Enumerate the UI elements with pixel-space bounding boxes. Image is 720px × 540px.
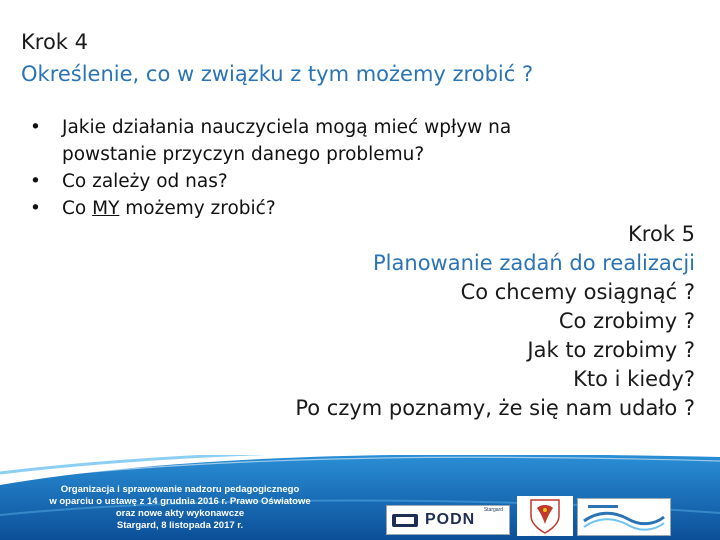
bullet-line-1: Jakie działania nauczyciela mogą mieć wpływ na	[62, 117, 512, 138]
bullet-dot: •	[30, 117, 41, 138]
bullet-prefix: Co	[62, 198, 93, 219]
coat-of-arms-logo	[517, 496, 573, 536]
bullet-dot: •	[30, 171, 41, 192]
step4-bullet-list	[30, 114, 610, 222]
bullet-item	[30, 195, 610, 222]
crest-icon	[517, 496, 573, 536]
partner-logo	[577, 498, 671, 536]
podn-logo-subtext: Stargard	[483, 507, 503, 513]
bullet-line-2: powstanie przyczyn danego problemu?	[62, 144, 425, 165]
step5-question: Jak to zrobimy ?	[527, 338, 695, 362]
step5-subtitle: Planowanie zadań do realizacji	[373, 251, 695, 275]
bullet-suffix: możemy zrobić?	[119, 198, 276, 219]
footer-line: oraz nowe akty wykonawcze	[115, 508, 245, 519]
footer-line: w oparciu o ustawę z 14 grudnia 2016 r. Prawo Oświatowe	[49, 496, 311, 507]
bullet-item	[30, 168, 610, 195]
bullet-text: Co zależy od nas?	[62, 171, 228, 192]
step5-question: Co zrobimy ?	[558, 309, 695, 333]
step5-block	[295, 220, 695, 423]
bullet-item	[30, 114, 610, 168]
podn-logo	[386, 505, 510, 535]
bullet-emphasis: MY	[92, 198, 120, 219]
podn-logo-text: PODN	[425, 511, 476, 528]
step5-question: Co chcemy osiągnąć ?	[460, 280, 695, 304]
step5-question: Kto i kiedy?	[573, 367, 695, 391]
step4-title: Krok 4	[21, 30, 88, 54]
wave-logo-icon	[578, 499, 670, 535]
footer-caption	[10, 484, 350, 532]
bullet-dot: •	[30, 198, 41, 219]
step5-question: Po czym poznamy, że się nam udało ?	[295, 396, 695, 420]
step5-title: Krok 5	[628, 222, 695, 246]
podn-logo-mark	[389, 506, 423, 534]
footer-line: Stargard, 8 listopada 2017 r.	[116, 520, 244, 531]
step4-subtitle: Określenie, co w związku z tym możemy zrobić ?	[21, 62, 534, 86]
footer-line: Organizacja i sprawowanie nadzoru pedagogicznego	[60, 484, 300, 495]
